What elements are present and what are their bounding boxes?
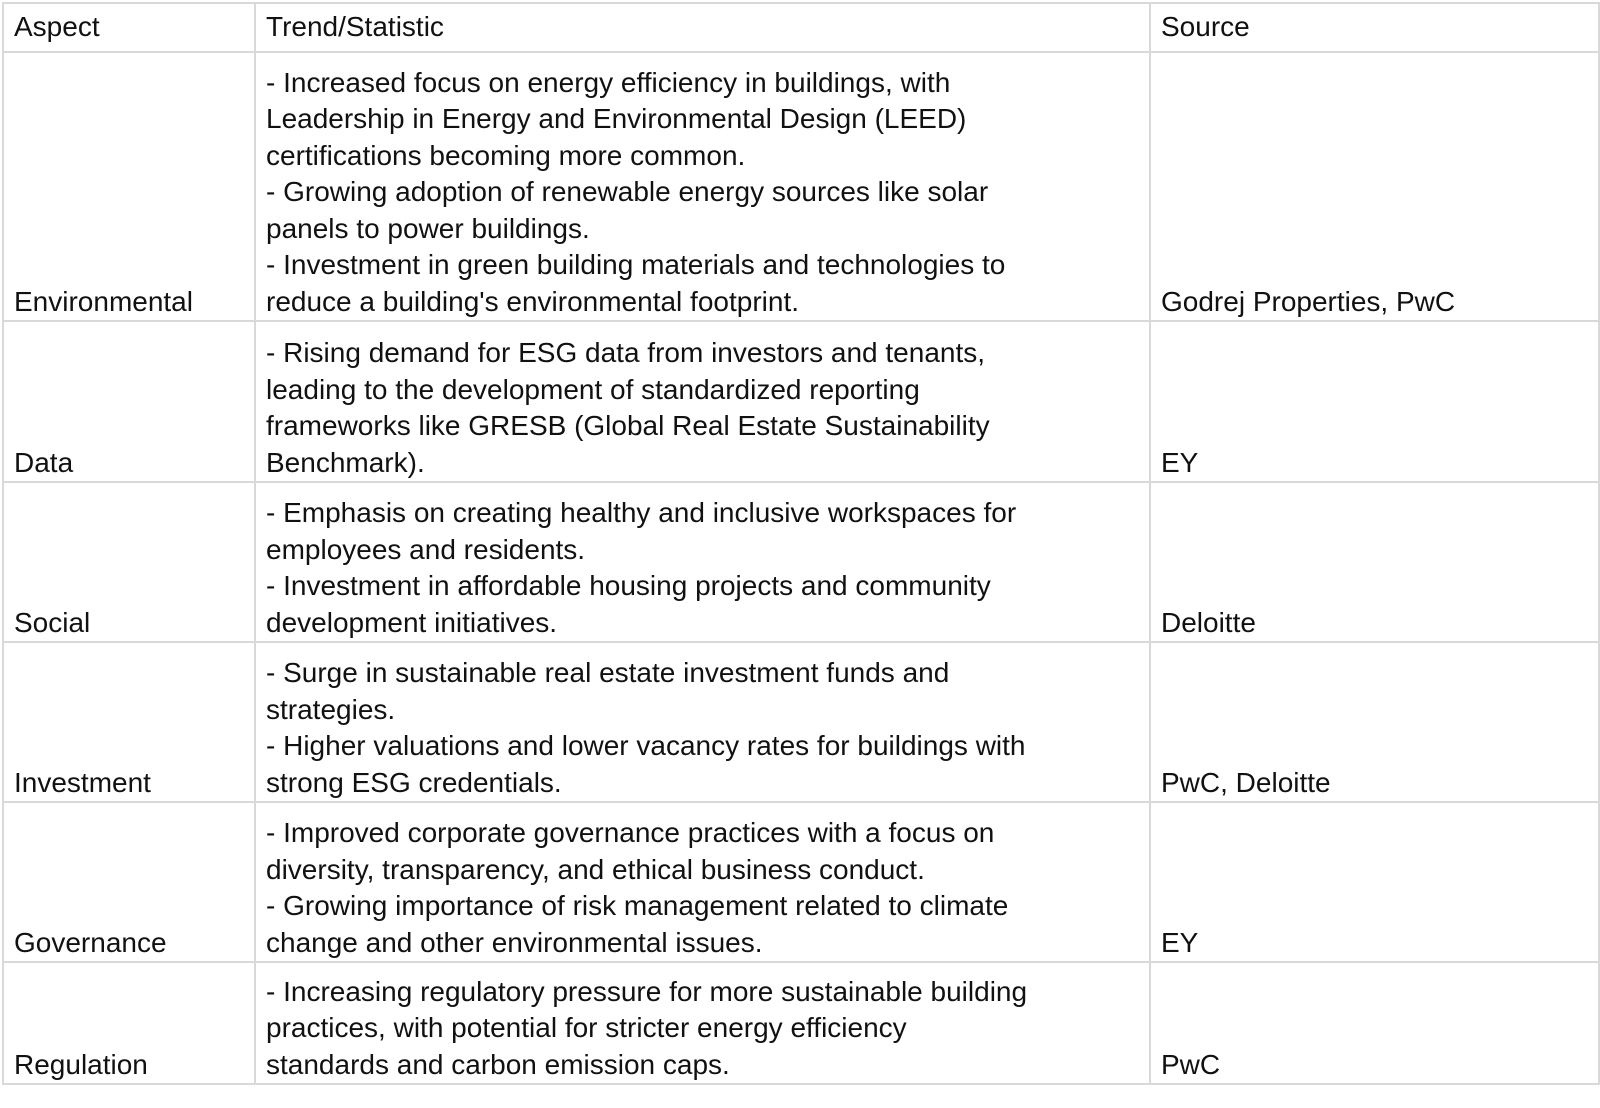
trend-cell (255, 642, 1150, 802)
source-cell: Godrej Properties, PwC (1150, 52, 1599, 321)
trend-line: - Emphasis on creating healthy and inclusive workspaces for (266, 497, 1017, 528)
trend-line: - Increasing regulatory pressure for more sustainable building (266, 975, 1028, 1007)
trend-cell (255, 482, 1150, 642)
trend-line: development initiatives. (266, 606, 558, 638)
trend-line: practices, with potential for stricter energy efficiency (266, 1012, 907, 1043)
table-row (3, 962, 1599, 1084)
header-trend: Trend/Statistic (255, 3, 1150, 52)
trend-line: - Growing adoption of renewable energy sources like solar (266, 176, 989, 207)
table-row (3, 52, 1599, 321)
trend-cell (255, 802, 1150, 962)
trend-line: standards and carbon emission caps. (266, 1048, 730, 1080)
source-cell: EY (1150, 321, 1599, 482)
table-row (3, 482, 1599, 642)
aspect-cell: Governance (3, 802, 255, 962)
table-row (3, 642, 1599, 802)
source-cell: EY (1150, 802, 1599, 962)
trend-line: Leadership in Energy and Environmental Design (LEED) (266, 103, 967, 134)
trend-line: - Higher valuations and lower vacancy rates for buildings with (266, 730, 1026, 761)
table-row (3, 321, 1599, 482)
trend-line: - Improved corporate governance practices with a focus on (266, 817, 995, 848)
trend-line: reduce a building's environmental footprint. (266, 285, 799, 317)
trend-line: - Investment in green building materials and technologies to (266, 249, 1006, 280)
trend-line: change and other environmental issues. (266, 926, 763, 958)
trend-cell (255, 962, 1150, 1084)
header-aspect: Aspect (3, 3, 255, 52)
trend-line: strategies. (266, 693, 396, 725)
table-row (3, 802, 1599, 962)
source-cell: PwC, Deloitte (1150, 642, 1599, 802)
header-row (3, 3, 1599, 52)
trend-line: diversity, transparency, and ethical business conduct. (266, 853, 925, 885)
aspect-cell: Data (3, 321, 255, 482)
aspect-cell: Regulation (3, 962, 255, 1084)
esg-trends-table (2, 2, 1600, 1085)
trend-line: employees and residents. (266, 533, 586, 565)
aspect-cell: Environmental (3, 52, 255, 321)
trend-line: Benchmark). (266, 446, 425, 478)
trend-line: - Surge in sustainable real estate investment funds and (266, 657, 950, 688)
source-cell: PwC (1150, 962, 1599, 1084)
trend-line: - Rising demand for ESG data from investors and tenants, (266, 337, 986, 368)
trend-cell (255, 52, 1150, 321)
trend-line: - Investment in affordable housing projects and community (266, 570, 991, 601)
trend-line: panels to power buildings. (266, 212, 590, 244)
trend-line: strong ESG credentials. (266, 766, 562, 798)
trend-line: - Growing importance of risk management related to climate (266, 890, 1009, 921)
trend-line: certifications becoming more common. (266, 139, 746, 171)
header-source: Source (1150, 3, 1599, 52)
source-cell: Deloitte (1150, 482, 1599, 642)
aspect-cell: Social (3, 482, 255, 642)
trend-line: frameworks like GRESB (Global Real Estate Sustainability (266, 410, 990, 441)
aspect-cell: Investment (3, 642, 255, 802)
trend-line: leading to the development of standardized reporting (266, 373, 920, 405)
trend-cell (255, 321, 1150, 482)
trend-line: - Increased focus on energy efficiency in buildings, with (266, 66, 951, 98)
